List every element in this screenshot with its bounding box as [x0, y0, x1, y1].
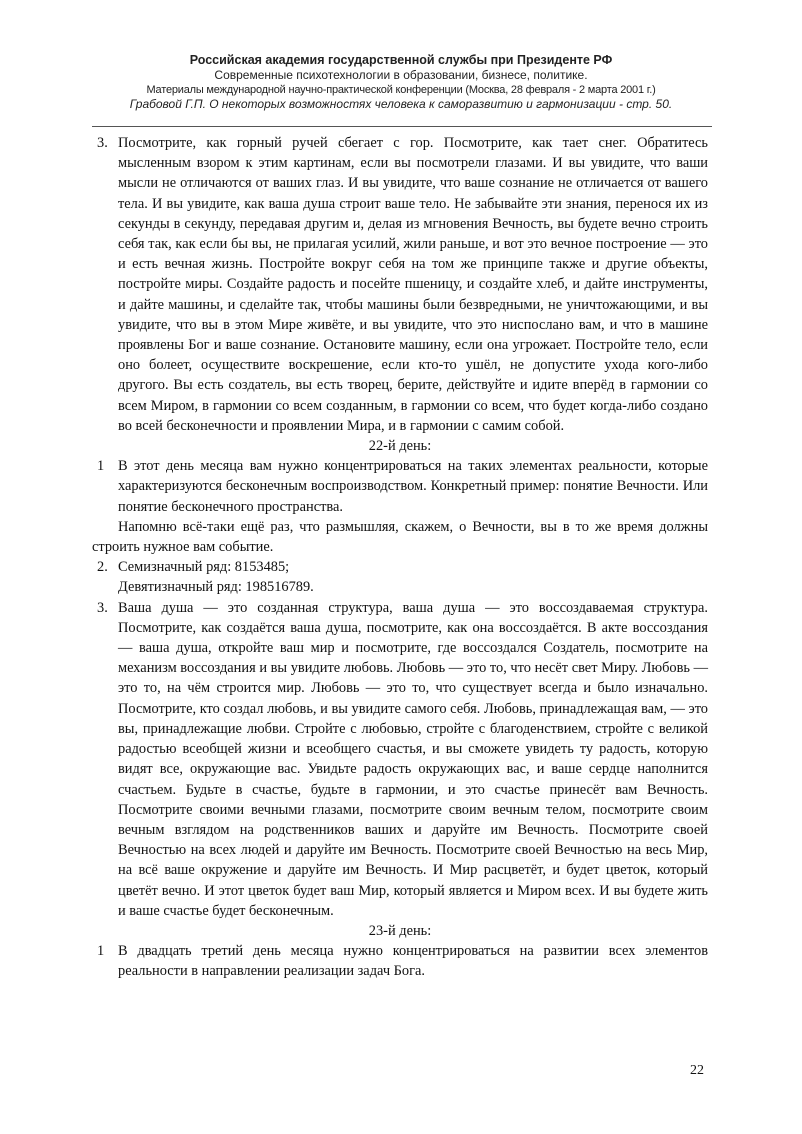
day-heading: 22-й день: [368, 438, 432, 455]
list-item [92, 133, 708, 436]
day-heading: 23-й день: [368, 922, 432, 939]
list-item [92, 456, 708, 517]
list-number: 1 [97, 943, 105, 960]
list-item-text: Семизначный ряд: 8153485; [118, 559, 290, 576]
list-item-text: Ваша душа — это созданная структура, ваша душа — это воссоздаваемая структура. Посмотрите, как создаётся ваша душа, посмотрите, как она воссоздаётся. В акте воссоздания — ваша душа, откройте ваш мир и посмотрите, где воссоздался Создатель, посмотрите на механизм воссоздания и вы увидите любовь. Любовь — это то, что несёт свет Миру. Любовь — это то, на чём строится мир. Любовь — это то, что существует всегда и было изначально. Посмотрите, кто создал любовь, и вы увидите самого себя. Любовь, принадлежащая вам, — это вы, принадлежащие любви. Стройте с любовью, стройте с благоденствием, стройте с великой радостью всеобщей жизни и всеобщего счастья, и вы сможете увидеть ту радость, которую видят все, окружающие вас. Увидьте радость окружающих вас, и ваше сердце наполнится счастьем. Будьте в счастье, будьте в гармонии, и это счастье принесёт вам Вечность. Посмотрите своими вечными глазами, посмотрите своим вечным телом, посмотрите своим вечным взглядом на родственников ваших и даруйте им Вечность. Посмотрите своей Вечностью на всех людей и даруйте им Вечность. Посмотрите своей Вечностью на весь Мир, на всё ваше окружение и даруйте им Вечность. И Мир расцветёт, и будет цветок, который цветёт вечно. И этот цветок будет ваш Мир, который является и Миром всех. И вы будете жить и ваше счастье будет бесконечным. [118, 599, 708, 919]
list-item-text: В двадцать третий день месяца нужно концентрироваться на развитии всех элементов реальности в направлении реализации задач Бога. [118, 943, 708, 980]
header-divider [92, 126, 712, 127]
list-item-text: Посмотрите, как горный ручей сбегает с гор. Посмотрите, как тает снег. Обратитесь мысленным взором к этим картинам, если вы посмотрели глазами. И вы увидите, что ваши мысли не отличаются от ваших глаз. И вы увидите, что ваше сознание не отличается от вашего тела. И вы увидите, как ваша душа строит ваше тело. Не забывайте эти знания, перенося их из секунды в секунду, передавая другим и, делая из мгновения Вечность, вы будете вечно строить себя так, как если бы вы, не прилагая усилий, жили раньше, и вот это вечное построение — это и есть вечная жизнь. Постройте вокруг себя на том же принципе также и другие объекты, постройте миры. Создайте радость и посейте пшеницу, и создайте хлеб, и дайте инструменты, и дайте машины, и сделайте так, чтобы машины были безвредными, не уничтожающими, и вы увидите, что вы в этом Мире живёте, и вы увидите, что это ниспослано вам, и что в машине проявлены Бог и ваше сознание. Остановите машину, если она угрожает. Постройте тело, если оно болеет, осуществите воскрешение, если кто-то ушёл, не допустите ухода кого-либо другого. Вы есть создатель, вы есть творец, берите, действуйте и идите вперёд в гармонии со всем Миром, в гармонии со всем созданным, в гармонии со всем, что будет когда-либо создано во всей бесконечности и проявлении Мира, и в гармонии с самим собой. [118, 135, 708, 434]
list-number: 2. [97, 559, 108, 576]
paragraph: Напомню всё-таки ещё раз, что размышляя, скажем, о Вечности, вы в то же время должны строить нужное вам событие. [92, 518, 708, 556]
list-item [92, 557, 708, 577]
list-item [92, 941, 708, 981]
header-citation: Грабовой Г.П. О некоторых возможностях человека к саморазвитию и гармонизации - стр. 50. [129, 97, 673, 111]
page-header [60, 52, 742, 112]
list-item-text: В этот день месяца вам нужно концентрироваться на таких элементах реальности, которые характеризуются бесконечным воспроизводством. Конкретный пример: понятие Вечности. Или понятие бесконечного пространства. [118, 458, 708, 515]
list-number: 3. [97, 599, 108, 616]
header-materials: Материалы международной научно-практической конференции (Москва, 28 февраля - 2 марта 2001 г.) [146, 84, 656, 96]
list-number: 1 [97, 458, 105, 475]
list-item [92, 598, 708, 921]
list-number: 3. [97, 135, 108, 151]
header-organization: Российская академия государственной службы при Президенте РФ [189, 53, 613, 67]
header-subtitle: Современные психотехнологии в образовании, бизнесе, политике. [214, 68, 588, 82]
document-body [92, 133, 708, 982]
list-item-continuation: Девятизначный ряд: 198516789. [118, 579, 314, 596]
page-number: 22 [690, 1063, 704, 1078]
